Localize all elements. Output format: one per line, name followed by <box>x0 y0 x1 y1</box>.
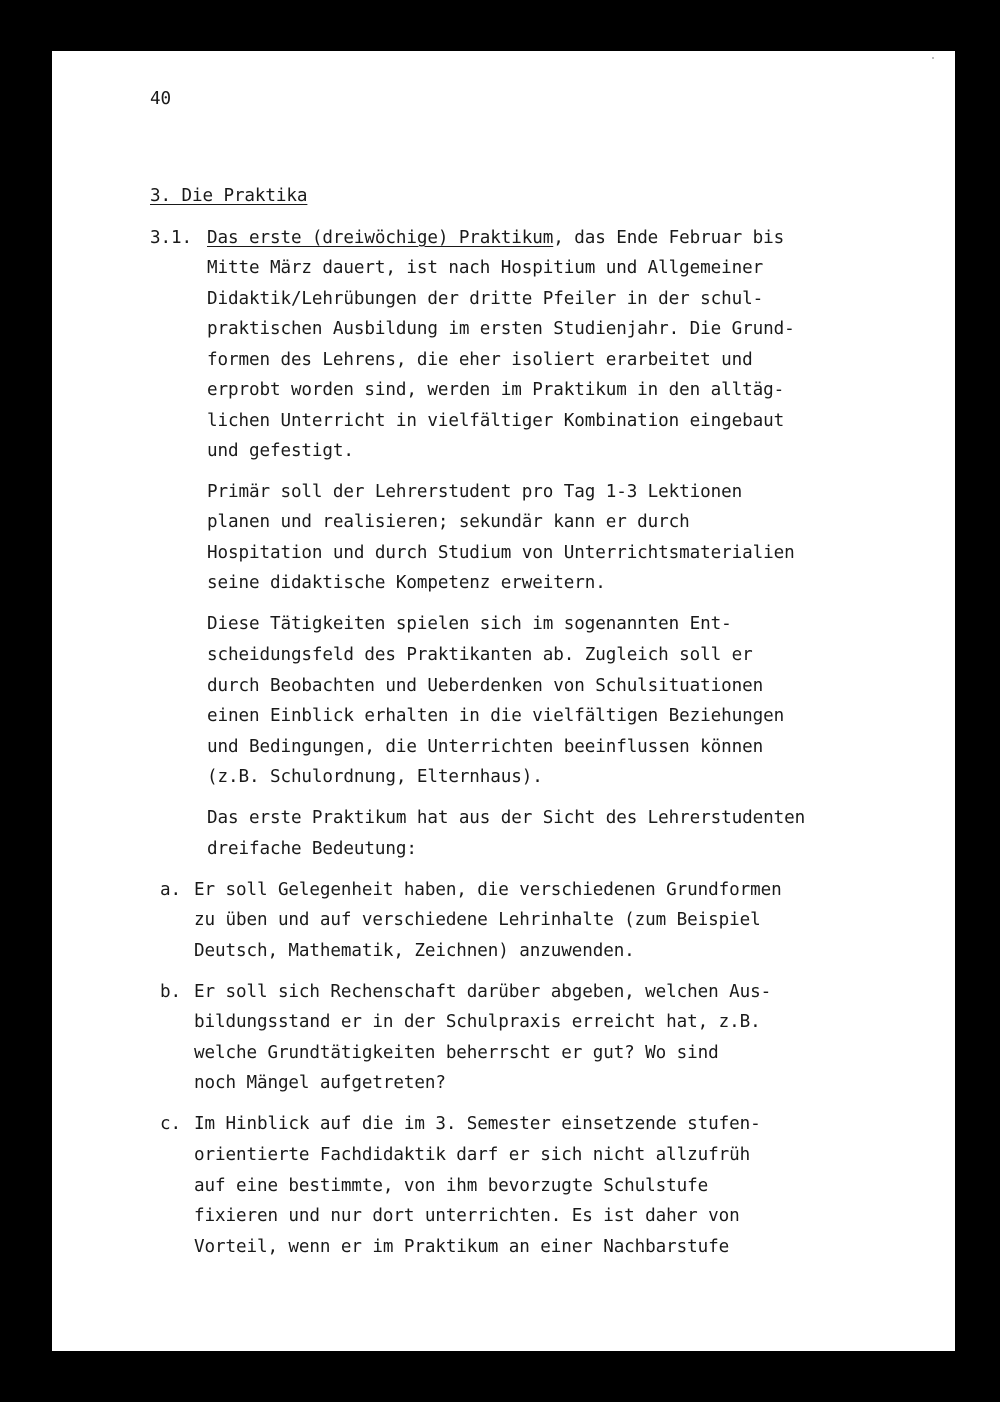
paragraph-1-line: Didaktik/Lehrübungen der dritte Pfeiler in der schul- <box>207 289 764 309</box>
paragraph-4-line: dreifache Bedeutung: <box>207 839 417 859</box>
paragraph-1-line: Mitte März dauert, ist nach Hospitium und Allgemeiner <box>207 258 764 278</box>
list-item-b-line: noch Mängel aufgetreten? <box>194 1073 446 1093</box>
subsection-title-rest: , das Ende Februar bis <box>553 228 785 248</box>
list-item-a-line: zu üben und auf verschiedene Lehrinhalte (zum Beispiel <box>194 910 761 930</box>
list-item-c-line: fixieren und nur dort unterrichten. Es ist daher von <box>194 1206 740 1226</box>
paragraph-3-line: (z.B. Schulordnung, Elternhaus). <box>207 767 543 787</box>
paragraph-1-line: und gefestigt. <box>207 441 354 461</box>
list-marker-a: a. <box>160 880 181 900</box>
list-item-b-line: Er soll sich Rechenschaft darüber abgeben, welchen Aus- <box>194 982 772 1002</box>
paragraph-2-line: Primär soll der Lehrerstudent pro Tag 1-3 Lektionen <box>207 482 743 502</box>
scan-speck <box>932 57 934 59</box>
paragraph-2-line: planen und realisieren; sekundär kann er durch <box>207 512 690 532</box>
paragraph-4-line: Das erste Praktikum hat aus der Sicht des Lehrerstudenten <box>207 808 806 828</box>
paragraph-2-line: Hospitation und durch Studium von Unterrichtsmaterialien <box>207 543 795 563</box>
document-page <box>52 51 955 1351</box>
paragraph-1-line: lichen Unterricht in vielfältiger Kombination eingebaut <box>207 411 785 431</box>
list-item-a-line: Er soll Gelegenheit haben, die verschiedenen Grundformen <box>194 880 782 900</box>
paragraph-2-line: seine didaktische Kompetenz erweitern. <box>207 573 606 593</box>
subsection-title-line <box>207 228 784 248</box>
paragraph-3-line: scheidungsfeld des Praktikanten ab. Zugleich soll er <box>207 645 753 665</box>
list-item-a-line: Deutsch, Mathematik, Zeichnen) anzuwenden. <box>194 941 635 961</box>
list-item-c-line: auf eine bestimmte, von ihm bevorzugte Schulstufe <box>194 1176 709 1196</box>
subsection-title: Das erste (dreiwöchige) Praktikum <box>207 228 554 248</box>
list-item-b-line: welche Grundtätigkeiten beherrscht er gut? Wo sind <box>194 1043 719 1063</box>
subsection-number: 3.1. <box>150 228 192 248</box>
paragraph-1-line: erprobt worden sind, werden im Praktikum in den alltäg- <box>207 380 785 400</box>
list-item-c-line: orientierte Fachdidaktik darf er sich nicht allzufrüh <box>194 1145 751 1165</box>
list-item-c-line: Im Hinblick auf die im 3. Semester einsetzende stufen- <box>194 1114 761 1134</box>
list-item-b-line: bildungsstand er in der Schulpraxis erreicht hat, z.B. <box>194 1012 761 1032</box>
list-marker-c: c. <box>160 1114 181 1134</box>
paragraph-3-line: einen Einblick erhalten in die vielfältigen Beziehungen <box>207 706 785 726</box>
list-marker-b: b. <box>160 982 181 1002</box>
paragraph-3-line: und Bedingungen, die Unterrichten beeinflussen können <box>207 737 764 757</box>
paragraph-1-line: formen des Lehrens, die eher isoliert erarbeitet und <box>207 350 753 370</box>
paragraph-1-line: praktischen Ausbildung im ersten Studienjahr. Die Grund- <box>207 319 795 339</box>
page-number: 40 <box>150 89 171 109</box>
paragraph-3-line: durch Beobachten und Ueberdenken von Schulsituationen <box>207 676 764 696</box>
paragraph-3-line: Diese Tätigkeiten spielen sich im sogenannten Ent- <box>207 614 732 634</box>
list-item-c-line: Vorteil, wenn er im Praktikum an einer Nachbarstufe <box>194 1237 730 1257</box>
section-heading: 3. Die Praktika <box>150 186 308 206</box>
